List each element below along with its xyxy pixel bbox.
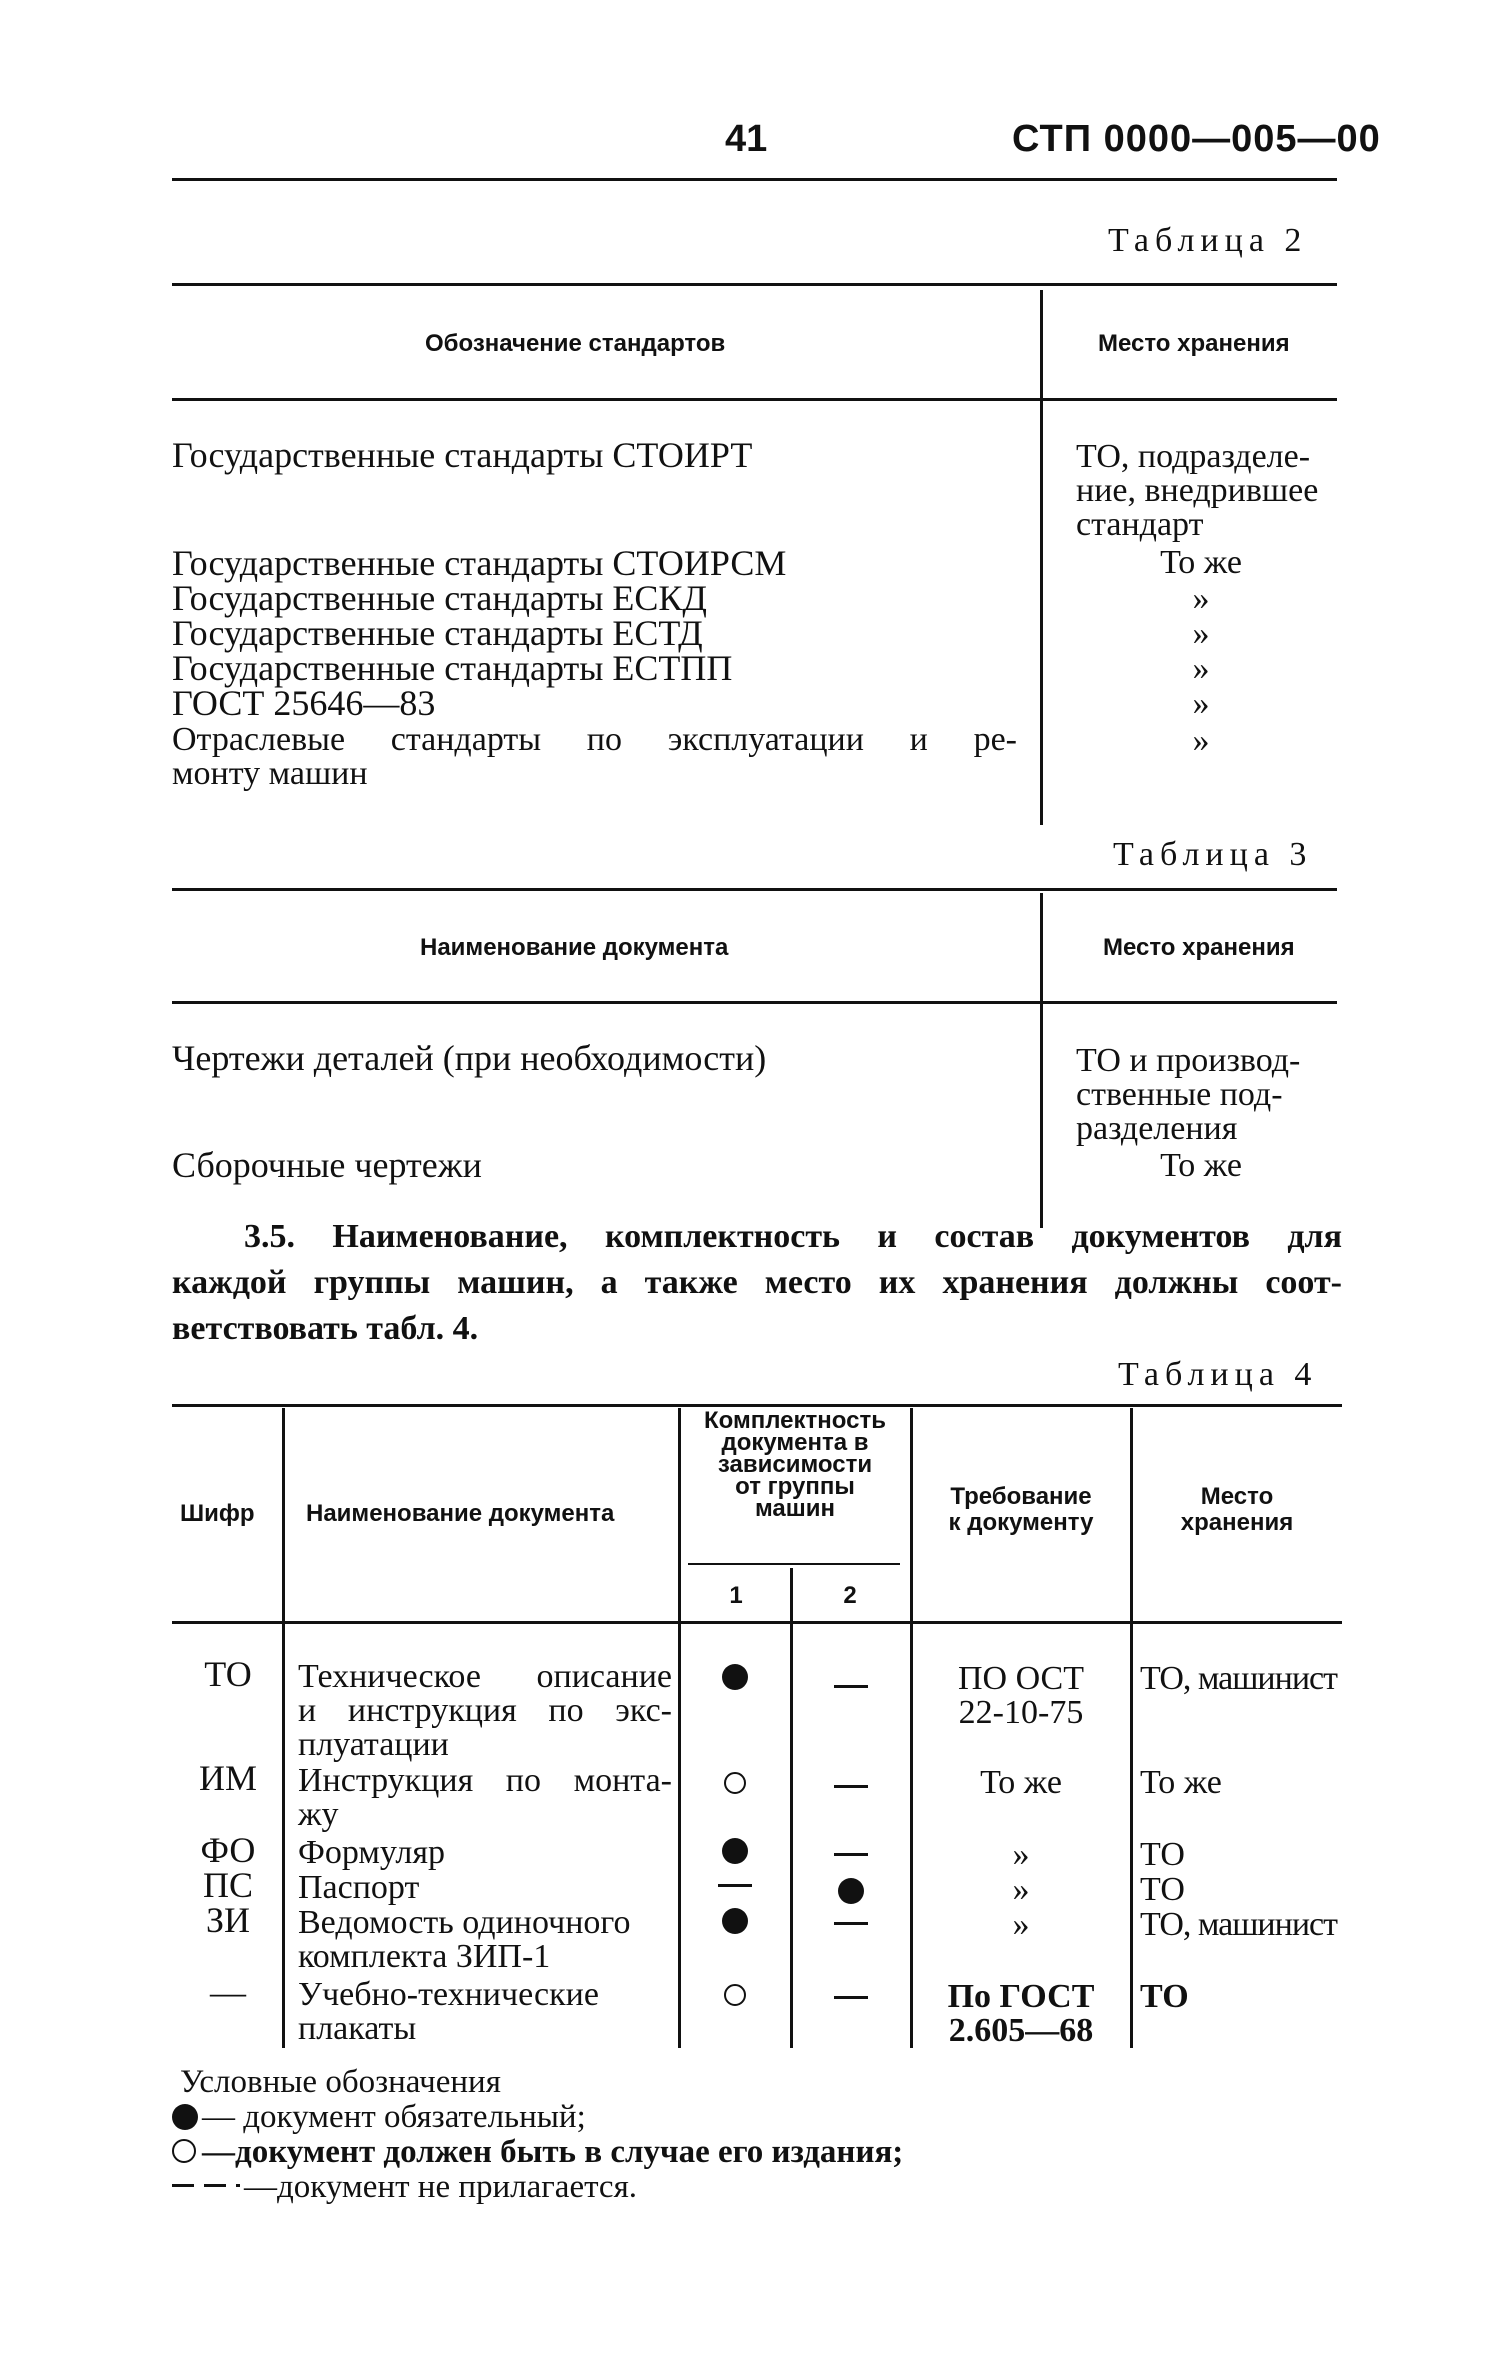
table3-col2-header: Место хранения xyxy=(1103,934,1295,961)
table4-place: ТО xyxy=(1140,1836,1185,1873)
not-attached-mark xyxy=(834,1853,868,1856)
name-line: Учебно-технические xyxy=(298,1976,599,2013)
open-circle-icon xyxy=(172,2139,196,2163)
table4-doc-name: Паспорт xyxy=(298,1869,420,1906)
table4-doc-name xyxy=(298,1660,672,1762)
page-number: 41 xyxy=(725,118,768,160)
place-line: ние, внедрившее xyxy=(1076,472,1319,509)
name-line: Техническое описание xyxy=(298,1658,672,1695)
table4-header-place xyxy=(1134,1484,1340,1536)
table2-row-name: ГОСТ 25646—83 xyxy=(172,683,436,723)
table4-place: То же xyxy=(1140,1764,1222,1801)
table4-doc-name xyxy=(298,1764,672,1832)
header-line: от группы xyxy=(735,1473,855,1500)
table4-code: ФО xyxy=(200,1830,256,1870)
mandatory-mark xyxy=(722,1838,748,1864)
not-attached-mark xyxy=(718,1884,752,1887)
paragraph-line: 3.5. Наименование, комплектность и состав документов для xyxy=(244,1218,1342,1255)
table2-row-place: То же xyxy=(1160,544,1242,581)
req-line: По ГОСТ xyxy=(947,1978,1095,2015)
table4-doc-name xyxy=(298,1978,672,2046)
legend-title: Условные обозначения xyxy=(180,2064,501,2100)
legend-text: —документ не прилагается. xyxy=(244,2169,638,2205)
table2-row-place: » xyxy=(1192,650,1210,687)
mandatory-mark xyxy=(838,1878,864,1904)
table2-row-name xyxy=(172,723,1017,791)
header-line: машин xyxy=(754,1495,836,1522)
table3-row-place: То же xyxy=(1160,1147,1242,1184)
table4-header-group2: 2 xyxy=(843,1582,857,1609)
table2-row-name: Государственные стандарты СТОИРТ xyxy=(172,435,753,475)
table2-row-place: » xyxy=(1192,580,1210,617)
header-line: Комплектность xyxy=(704,1407,886,1434)
table2-row-place: » xyxy=(1192,685,1210,722)
table4-place: ТО, машинист xyxy=(1140,1660,1337,1697)
table4-subheader-rule xyxy=(688,1563,900,1565)
table3-col-divider xyxy=(1040,893,1043,1228)
document-code: СТП 0000—005—00 xyxy=(1012,118,1381,160)
place-line: ственные под- xyxy=(1076,1076,1283,1113)
not-attached-mark xyxy=(834,1996,868,1999)
name-line: и инструкция по экс- xyxy=(298,1692,672,1729)
table3-col1-header: Наименование документа xyxy=(420,934,729,961)
if-published-mark xyxy=(724,1772,746,1794)
header-line: документа в xyxy=(721,1429,869,1456)
table4-code: ТО xyxy=(204,1654,252,1694)
paragraph-3-5 xyxy=(172,1214,1342,1352)
paragraph-line: каждой группы машин, а также место их хранения должны соот- xyxy=(172,1264,1342,1301)
if-published-mark xyxy=(724,1984,746,2006)
legend-text: — документ обязательный; xyxy=(202,2099,586,2135)
table4-requirement: » xyxy=(1012,1906,1030,1943)
name-line: Отраслевые стандарты по эксплуатации и ре- xyxy=(172,721,1017,758)
table4-header-group1: 1 xyxy=(729,1582,743,1609)
place-line: ТО и производ- xyxy=(1076,1042,1301,1079)
table4-code: ЗИ xyxy=(205,1900,251,1940)
not-attached-mark xyxy=(834,1685,868,1688)
table4-divider xyxy=(1130,1408,1133,2048)
table3-caption: Таблица 3 xyxy=(1113,836,1313,873)
not-attached-mark xyxy=(834,1922,868,1925)
table2-row-name: Государственные стандарты ЕСТПП xyxy=(172,648,733,688)
header-line: зависимости xyxy=(717,1451,873,1478)
table2-col-divider xyxy=(1040,290,1043,825)
table4-requirement xyxy=(914,1980,1128,2048)
table2-top-rule xyxy=(172,283,1337,286)
table2-caption: Таблица 2 xyxy=(1108,222,1308,259)
table2-row-name: Государственные стандарты ЕСТД xyxy=(172,613,703,653)
header-line: Место xyxy=(1200,1483,1274,1510)
table4-header-rule xyxy=(172,1621,1342,1624)
table2-header-rule xyxy=(172,398,1337,401)
name-line: жу xyxy=(298,1796,339,1833)
mandatory-mark xyxy=(722,1908,748,1934)
place-line: ТО, подразделе- xyxy=(1076,438,1311,475)
table4-header-name: Наименование документа xyxy=(306,1500,615,1527)
table4-requirement: » xyxy=(1012,1836,1030,1873)
table3-row-place xyxy=(1076,1044,1300,1146)
table4-header-code: Шифр xyxy=(180,1500,255,1527)
table4-header-requirement xyxy=(914,1484,1128,1536)
table2-row-place: » xyxy=(1192,722,1210,759)
table2-col1-header: Обозначение стандартов xyxy=(425,330,726,357)
table4-divider xyxy=(910,1408,913,2048)
legend-text: —документ должен быть в случае его издания; xyxy=(202,2134,904,2170)
legend-item-mandatory xyxy=(172,2101,586,2134)
place-line: разделения xyxy=(1076,1110,1238,1147)
table2-row-name: Государственные стандарты ЕСКД xyxy=(172,578,707,618)
table4-divider xyxy=(790,1568,793,2048)
table4-divider xyxy=(282,1408,285,2048)
table2-row-place: » xyxy=(1192,615,1210,652)
header-line: к документу xyxy=(948,1509,1094,1536)
table3-row-name: Сборочные чертежи xyxy=(172,1145,482,1185)
legend-item-if-published xyxy=(172,2136,903,2169)
paragraph-line: ветствовать табл. 4. xyxy=(172,1310,479,1347)
req-line: 2.605—68 xyxy=(948,2012,1094,2049)
table3-header-rule xyxy=(172,1001,1337,1004)
name-line: плуатации xyxy=(298,1726,449,1763)
name-line: Инструкция по монта- xyxy=(298,1762,672,1799)
table4-doc-name xyxy=(298,1906,672,1974)
table3-top-rule xyxy=(172,888,1337,891)
table4-caption: Таблица 4 xyxy=(1118,1356,1318,1393)
req-line: 22-10-75 xyxy=(958,1694,1084,1731)
table4-divider xyxy=(678,1408,681,2048)
header-rule xyxy=(172,178,1337,181)
legend-item-not-attached xyxy=(172,2171,637,2204)
table4-doc-name: Формуляр xyxy=(298,1834,445,1871)
table4-requirement: То же xyxy=(980,1764,1062,1801)
table4-place: ТО, машинист xyxy=(1140,1906,1337,1943)
table4-place: ТО xyxy=(1140,1871,1185,1908)
header-line: Требование xyxy=(950,1483,1092,1510)
place-line: стандарт xyxy=(1076,506,1204,543)
table2-row-name: Государственные стандарты СТОИРСМ xyxy=(172,543,787,583)
table4-code: ПС xyxy=(202,1865,253,1905)
dash-icon xyxy=(172,2184,240,2187)
filled-circle-icon xyxy=(172,2104,198,2130)
name-line: Ведомость одиночного xyxy=(298,1904,631,1941)
req-line: ПО ОСТ xyxy=(957,1660,1085,1697)
table4-requirement xyxy=(914,1662,1128,1730)
table4-code: ИМ xyxy=(198,1758,257,1798)
table4-code: — xyxy=(210,1972,246,2012)
name-line: комплекта ЗИП-1 xyxy=(298,1938,551,1975)
name-line: плакаты xyxy=(298,2010,417,2047)
not-attached-mark xyxy=(834,1785,868,1788)
table2-row xyxy=(172,437,752,473)
name-line: монту машин xyxy=(172,755,368,792)
table4-requirement: » xyxy=(1012,1871,1030,1908)
table4-header-completeness xyxy=(684,1407,906,1522)
table3-row-name: Чертежи деталей (при необходимости) xyxy=(172,1038,767,1078)
table2-col2-header: Место хранения xyxy=(1098,330,1290,357)
table2-row-place xyxy=(1076,440,1318,542)
table4-place: ТО xyxy=(1140,1978,1189,2015)
mandatory-mark xyxy=(722,1664,748,1690)
header-line: хранения xyxy=(1180,1509,1294,1536)
